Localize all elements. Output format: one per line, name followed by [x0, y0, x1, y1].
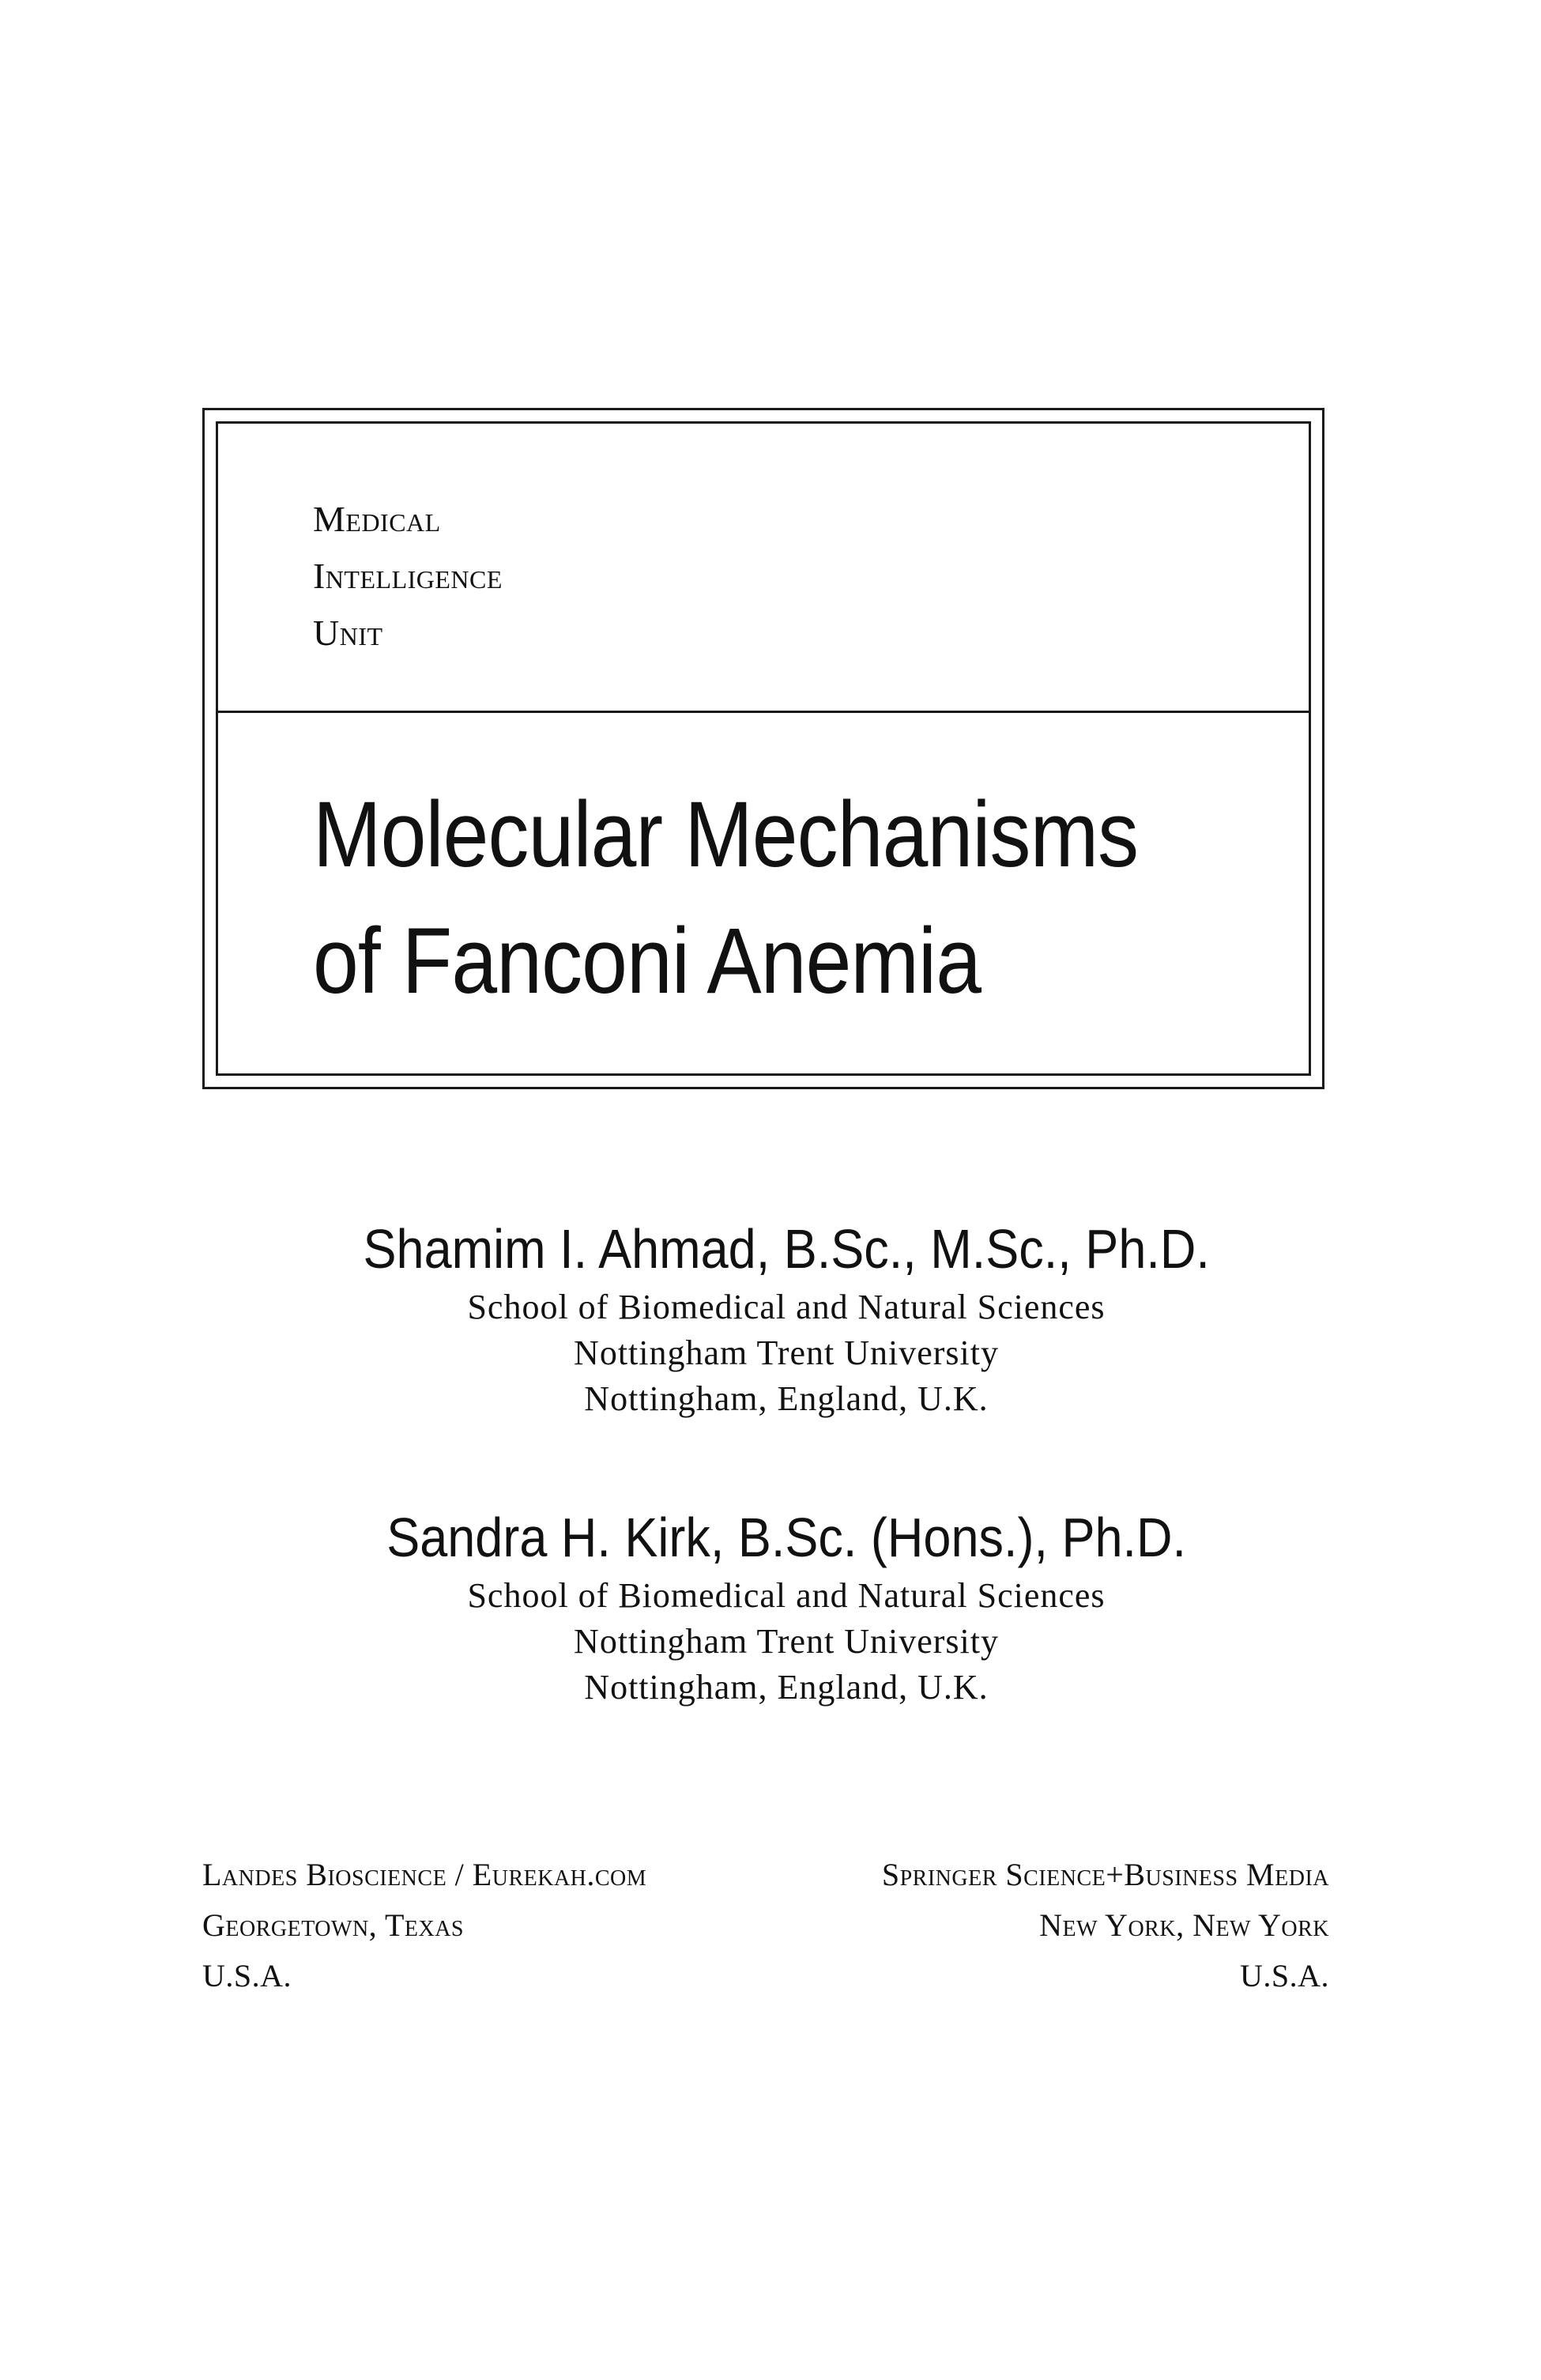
- book-title-line-2: of Fanconi Anemia: [313, 909, 981, 1013]
- author-2-affiliation-line-3: Nottingham, England, U.K.: [584, 1668, 989, 1707]
- title-frame: [202, 408, 1324, 1089]
- publisher-left: [202, 1850, 646, 2001]
- publisher-right-city: New York, New York: [1039, 1907, 1329, 1943]
- book-title: [313, 771, 1138, 1024]
- series-line-1: Medical: [313, 499, 441, 539]
- frame-divider: [218, 711, 1309, 713]
- author-1-affiliation-line-2: Nottingham Trent University: [574, 1333, 999, 1372]
- publisher-left-country: U.S.A.: [202, 1958, 292, 1993]
- author-2-affiliation-line-1: School of Biomedical and Natural Sciences: [467, 1576, 1106, 1615]
- author-1: [0, 1213, 1541, 1422]
- series-line-2: Intelligence: [313, 556, 503, 596]
- author-1-affiliation: [32, 1284, 1541, 1422]
- author-2-affiliation-line-2: Nottingham Trent University: [574, 1622, 999, 1661]
- series-name: [313, 491, 503, 662]
- publisher-left-name: Landes Bioscience / Eurekah.com: [202, 1857, 647, 1892]
- publisher-right: [882, 1850, 1329, 2001]
- title-frame-inner: [216, 421, 1311, 1076]
- author-2: [0, 1502, 1541, 1711]
- publisher-left-city: Georgetown, Texas: [202, 1907, 465, 1943]
- publisher-right-name: Springer Science+Business Media: [881, 1857, 1329, 1892]
- book-title-line-1: Molecular Mechanisms: [313, 783, 1139, 887]
- author-2-affiliation: [32, 1573, 1541, 1711]
- author-1-affiliation-line-3: Nottingham, England, U.K.: [584, 1379, 989, 1418]
- publisher-right-country: U.S.A.: [1239, 1958, 1329, 1993]
- author-1-name: Shamim I. Ahmad, B.Sc., M.Sc., Ph.D.: [363, 1218, 1210, 1280]
- author-2-name: Sandra H. Kirk, B.Sc. (Hons.), Ph.D.: [386, 1507, 1186, 1568]
- author-1-affiliation-line-1: School of Biomedical and Natural Sciences: [467, 1288, 1106, 1326]
- series-line-3: Unit: [313, 613, 383, 653]
